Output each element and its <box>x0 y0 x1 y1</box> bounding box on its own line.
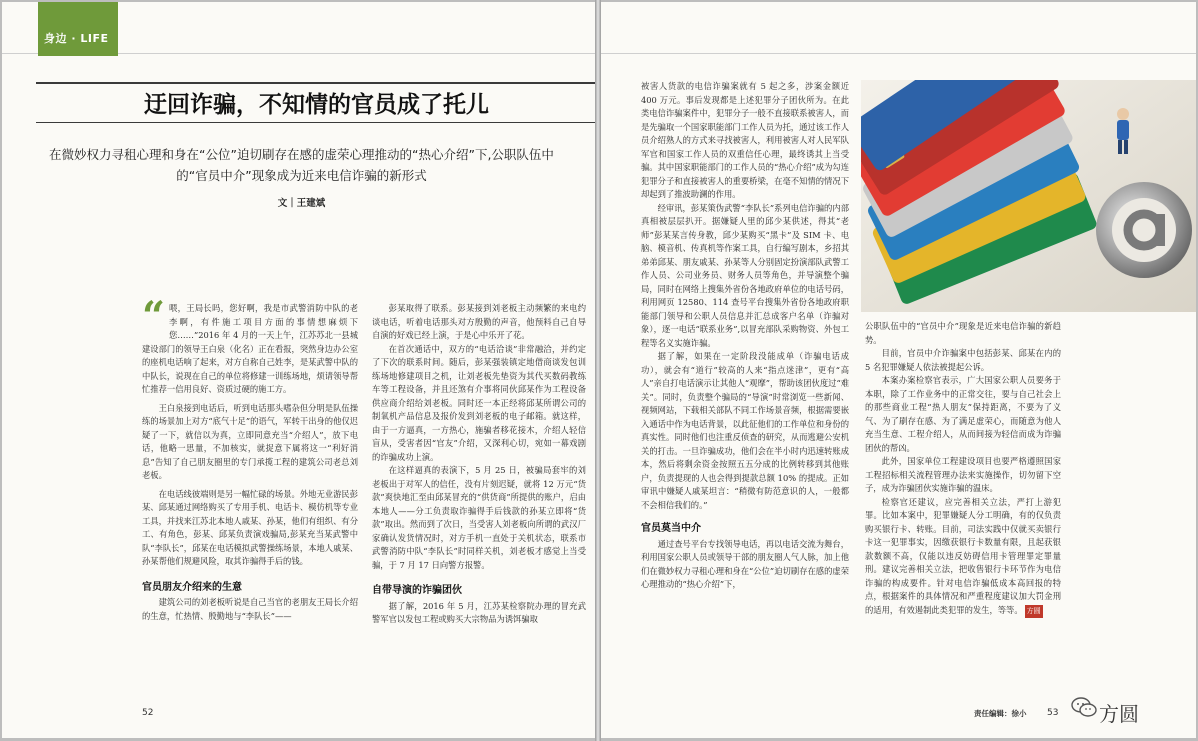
column-left-2 <box>372 302 586 627</box>
section-heading: 自带导演的诈骗团伙 <box>372 585 462 596</box>
header-rule <box>601 53 1196 54</box>
paragraph: 彭某取得了联系。彭某接到刘老板主动频繁的来电约谈电话，听着电话那头对方殷勤的声音，他预料自己自导自演的好戏已经上演，于是心中乐开了花。 <box>372 303 586 340</box>
paragraph: 通过查号平台专找领导电话，再以电话交流为舞台，利用国家公职人员或领导干部的朋友圈人气人脉，加上他们在微妙权力寻租心理和身在“公位”迫切刷存在感的虚荣心理推动的“热心介绍”下， <box>641 538 849 589</box>
editor-credit: 责任编辑：徐小 <box>974 709 1027 718</box>
title-rule-bottom <box>36 122 595 123</box>
paragraph: 据了解，如果在一定阶段没能成单（诈骗电话成功），就会有“道行”较高的人来“指点迷津”，更有“高人”亲自打电话演示让其他人“观摩”，帮助该团伙度过“难关”。同时，负责整个骗局的“导演”时常浏览一些新闻、视频网站，下载相关部队不同工作场景音频，根据需要嵌入通话中作为电话背景，以此征他们的工作单位和身份的真实性。同时他们也注重反侦查的研究，从而逃避公安机关的打击。一旦诈骗成功，他们会在半小时内迅速转账成本，然后将剩余资金按照五五分成的比例转移到其他账户，负责提现的人也会得到提款总额 10% 的提成。正如审讯中嫌疑人戚某坦言：“稍微有防范意识的人，一般都不会相信我们的。” <box>641 351 849 510</box>
paragraph: 此外，国家单位工程建设项目也要严格遵照国家工程招标相关流程管理办法来实施操作，切勿留下空子，成为诈骗团伙实施诈骗的温床。 <box>865 456 1061 493</box>
page-number-left: 52 <box>142 708 154 718</box>
paragraph: 王白泉接到电话后，听到电话那头嗜杂但分明是队伍操练的场景加上对方“底气十足”的语气，军转干出身的他仅迟疑了一下，就信以为真，立即同意充当“介绍人”，放下电话，他略一思量，不加核实，就捉意下属将这一“利好消息”告知了自己朋友圈里的专门承揽工程的建筑公司老总刘老板。 <box>142 402 358 480</box>
section-heading: 官员朋友介绍来的生意 <box>142 581 242 593</box>
column-right-1 <box>641 80 849 592</box>
paragraph: 在电话线彼端则是另一幅忙碌的场景。外地无业游民彭某、邱某通过网络购买了专用手机、电话卡、模仿机等专业工具，并找来江苏北本地人戚某、孙某，他们有组织、有分工、有角色，彭某、邱某负责演戏骗局,彭某充当某武警中队“李队长”，邱某在电话模拟武警操练场景，本地人戚某、孙某帮他们规避风险，取其诈骗得手后的钱。 <box>142 488 358 566</box>
section-tab-label: 身边 · LIFE <box>44 32 109 45</box>
wechat-icon <box>1071 696 1097 718</box>
at-sign-icon <box>1096 182 1192 278</box>
byline: 文｜王建斌 <box>277 198 326 209</box>
article-subtitle: 在微妙权力寻租心理和身在“公位”迫切刷存在感的虚荣心理推动的“热心介绍”下,公职队伍中的“官员中介”现象成为近来电信诈骗的新形式 <box>49 147 554 183</box>
paragraph: 在这样逼真的表演下，5 月 25 日，被骗局套牢的刘老板出于对军人的信任，没有片刻迟疑，就将 12 万元“货款”爽快地汇至由邱某冒充的“供货商”所提供的账户，启由本地人——分工负责取诈骗得手后钱款的孙某立即将“货款”取出。然而到了次日，当受害人刘老板向所谓的武汉厂家确认发货情况时，对方手机一直处于关机状态，联系市武警消防中队“李队长”时同样关机，刘老板才感觉上当受骗，于 7 月 17 日向警方报警。 <box>372 465 586 570</box>
paragraph: 目前，官员中介诈骗案中包括彭某、邱某在内的 5 名犯罪嫌疑人依法被提起公诉。 <box>865 348 1061 372</box>
paragraph: 经审讯，彭某策伪武警“李队长”系列电信诈骗的内部真相被层层扒开。据嫌疑人里的邱少某供述，得其“老师”彭某某言传身教，邱少某购买“黑卡”及 SIM 卡、电脑、模音机、传真机等作案工具，自行编写剧本，乡招其弟弟邱某、朋友戚某、孙某等人分别固定扮演部队武警工作人员、公司业务员、财务人员等角色，并导演整个骗局，同时在网络上搜集外省份各地政府单位的电话号码，利用网页 12580、114 查号平台搜集外省份各地政府职能部门领导和公职人员信息并汇总成客户名单（诈骗对象），逐一电话“联系业务”,以冒充部队采购物资、外包工程等名义实施诈骗。 <box>641 202 849 348</box>
column-right-2 <box>865 320 1061 618</box>
end-mark: 方圆 <box>1025 605 1043 619</box>
article-photo <box>861 80 1196 312</box>
lead-paragraph: “ 喂，王局长吗，您好啊，我是市武警消防中队的老李啊，有件施工项目方面的事情想麻烦下您……”2016 年 4 月的一天上午，江苏苏北一县城建设部门的领导王白泉（化名）正在看报，突然身边办公室的座机电话响了起来，对方自称自己姓李，是某武警中队的中队长，说现在自己的单位将修建一训练场地，烦请领导帮忙推荐一信用良好、资质过硬的施工方。 <box>142 293 358 394</box>
paragraph: 检察官还建议，应完善相关立法，严打上游犯罪。比如本案中，犯罪嫌疑人分工明确，有的仅负责购买银行卡、转账。目前，司法实践中仅就买卖银行卡这一犯罪事实，因缴获银行卡数量有限，且起获银款数额不高，仅能以违反妨碍信用卡管理罪定罪量刑。建议完善相关立法，把收售银行卡环节作为电信诈骗的构成要件。针对电信诈骗低成本高回报的特点，根据案件的具体情况和严重程度建议加大罚金刑的适用，有效遏制此类犯罪的发生，等等。 方圆 <box>865 496 1061 619</box>
section-tab <box>38 2 118 56</box>
article-title: 迂回诈骗，不知情的官员成了托儿 <box>144 92 489 118</box>
paragraph: 在首次通话中，双方的“电话洽谈”非常融洽，并约定了下次的联系时间。随后，彭某强装镇定地借商谈发包训练场地修建项目之机，让刘老板先垫资为其代买数码教练车等工程设备，并且还煞有介事将同伙邱某作为工程设备供应商介绍给刘老板。同时还一本正经将邱某所谓公司的制氧机产品信息及报价发到刘老板的电子邮箱。就这样，由于一方逼真，一方热心，施骗者移花接木，介绍人轻信盲从，受害者因“官友”介绍，又深利心切，宛如一幕戏剧的诈骗成功上演。 <box>372 343 586 462</box>
paragraph: 建筑公司的刘老板听说是自己当官的老朋友王局长介绍的生意，忙热情、殷勤地与“李队长”—— <box>142 597 358 621</box>
page-number-right: 53 <box>1047 708 1059 718</box>
page-right <box>601 2 1196 738</box>
paragraph: 被害人货款的电信诈骗案就有 5 起之多，涉案金额近 400 万元。事后发现都是上述犯罪分子团伙所为。在此类电信诈骗案件中，犯罪分子一般不直接联系被害人，而是先骗取一个国家职能部门工作人员为托，通过该工作人员介绍熟人的方式来寻找被害人，利用被害人对人民军队军官和国家工作人员的双重信任心理，最终诱其上当受骗。其中国家职能部门的工作人员的“热心介绍”成为勾连犯罪分子和直接被害人的重要桥梁，在毫不知情的情况下却起到了推波助澜的作用。 <box>641 81 849 199</box>
page-left <box>2 2 595 738</box>
title-rule-top <box>36 82 595 84</box>
section-heading: 官员莫当中介 <box>641 523 701 534</box>
paragraph: 公职队伍中的“官员中介”现象是近来电信诈骗的新趋势。 <box>865 321 1061 345</box>
paragraph: 本案办案检察官表示，广大国家公职人员要务于本职，除了工作业务中的正常交往，要与自己社会上的那些商业工程“热人朋友”保持距离，不要为了义气、为了刷存在感、为了满足虚荣心，而随意为他人充当生意、工程介绍人，从而间接为轻信而成为诈骗团伙的帮凶。 <box>865 375 1061 453</box>
watermark: 方圆 <box>1099 702 1139 726</box>
paragraph: 据了解，2016 年 5 月，江苏某检察院办理的冒充武警军官以发包工程或购买大宗物品为诱饵骗取 <box>372 600 586 624</box>
bank-cards-illustration <box>861 80 1196 312</box>
quote-mark-icon: “ <box>142 293 166 340</box>
column-left-1 <box>142 293 358 623</box>
